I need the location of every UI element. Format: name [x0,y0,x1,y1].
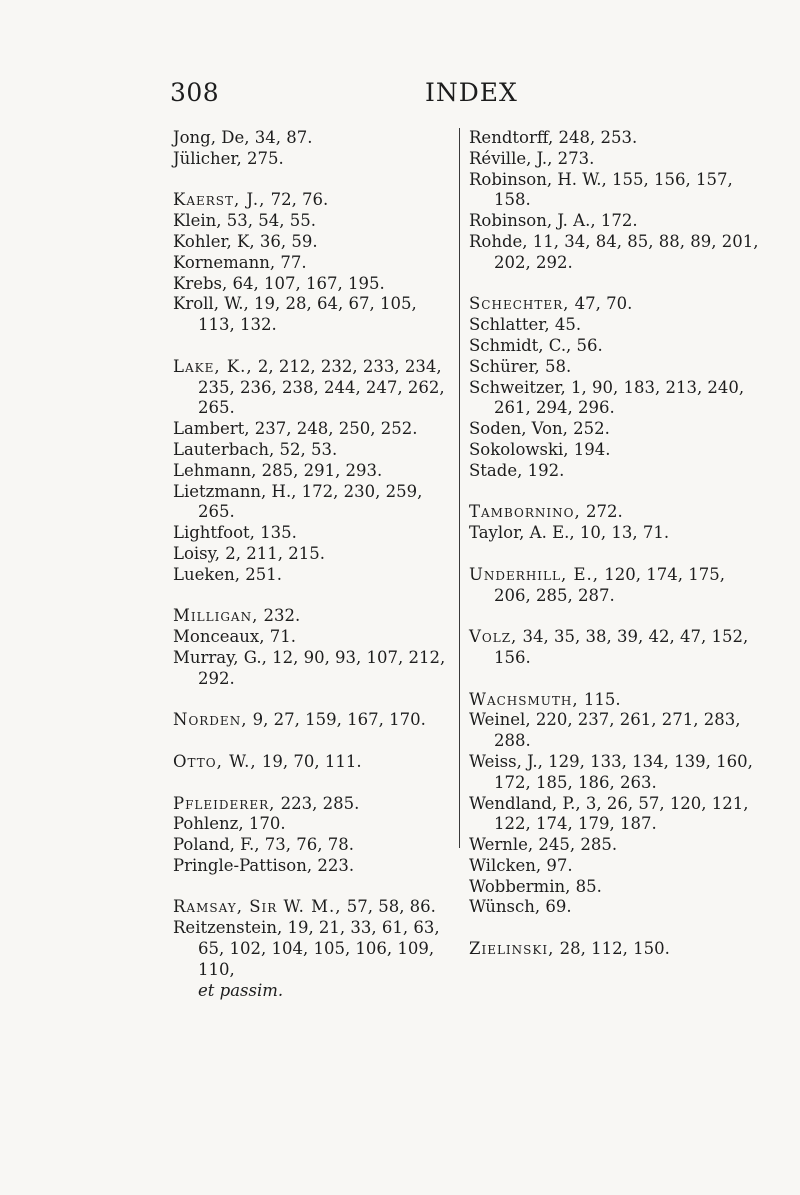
index-entry [469,752,763,794]
index-entry-name: Weiss, J., [469,751,543,771]
index-entry-name: Lauterbach, [173,439,275,459]
index-entry [469,440,763,461]
index-entry-refs: 115. [578,689,621,709]
index-entry-name: Jülicher, [173,148,242,168]
index-entry-name: Ramsay, Sir W. M., [173,897,342,917]
index-entry-name: Kroll, W., [173,294,249,314]
index-entry-name: Schechter, [469,294,570,314]
index-entry [173,440,458,461]
index-entry-name: Wendland, P., [469,793,581,813]
index-entry-name: Schweitzer, [469,377,566,397]
index-entry [469,856,763,877]
index-entry-refs: 251. [239,564,282,584]
index-entry-refs: 272. [580,502,623,522]
index-entry [173,274,458,295]
index-entry-refs: 285, 291, 293. [256,460,383,480]
index-entry-name: Reitzenstein, [173,918,283,938]
index-entry [469,461,763,482]
index-entry [173,253,458,274]
running-title: INDEX [425,78,518,107]
page-header [0,78,800,118]
index-entry-name: Murray, G., [173,647,267,667]
index-entry-name: Pohlenz, [173,814,244,834]
index-entry [469,419,763,440]
index-letter-group [469,128,763,274]
index-letter-group [469,502,763,544]
index-entry-name: Lightfoot, [173,523,255,543]
index-letter-group [173,190,458,336]
index-letter-group [173,794,458,877]
index-entry-refs: 72, 76. [265,190,329,210]
index-entry-refs: 58. [539,356,572,376]
index-entry-name: Kaerst, J., [173,190,266,210]
index-entry-refs: 36, 59. [254,231,318,251]
index-entry-refs: 77. [275,252,307,272]
index-entry-name: Lueken, [173,564,240,584]
index-entry-refs: 252. [567,419,610,439]
index-entry-refs: 19, 21, 33, 61, 63, 65, 102, 104, 105, 106, 109, 110, [198,918,440,979]
index-entry-refs: 275. [241,148,284,168]
index-entry [469,149,763,170]
index-entry [469,232,763,274]
index-entry-refs: 9, 27, 159, 167, 170. [247,710,426,730]
index-entry-refs: 192. [522,460,565,480]
index-entry-name: Lietzmann, H., [173,481,297,501]
index-entry-refs: 34, 35, 38, 39, 42, 47, 152, 156. [494,627,749,667]
index-entry-refs: 3, 26, 57, 120, 121, 122, 174, 179, 187. [494,793,749,834]
index-entry-refs: 223. [312,855,355,875]
index-entry-refs: 2, 212, 232, 233, 234, 235, 236, 238, 244, 247, 262, 265. [198,356,445,418]
index-entry-name: Weinel, [469,710,531,730]
index-entry-refs: 2, 211, 215. [220,543,325,563]
index-entry [469,502,763,523]
index-entry [173,606,458,627]
index-entry [173,190,458,211]
index-entry [469,835,763,856]
index-entry-refs: 273. [552,148,595,168]
index-entry-refs: 220, 237, 261, 271, 283, 288. [494,710,741,751]
index-letter-group [469,627,763,669]
index-entry-name: Underhill, E., [469,564,599,584]
index-letter-group [173,897,458,1001]
index-entry-refs: 57, 58, 86. [341,897,436,917]
column-divider [459,128,460,848]
index-entry [173,710,458,731]
index-entry-name: Kohler, K, [173,231,255,251]
index-entry [173,419,458,440]
index-entry-name: Wobbermin, [469,876,571,896]
index-entry [469,710,763,752]
index-entry [173,897,458,918]
index-entry [469,897,763,918]
index-letter-group [469,690,763,919]
index-entry-name: Réville, J., [469,148,553,168]
index-entry [469,294,763,315]
index-entry-refs: 194. [568,439,611,459]
index-entry-refs: 85. [570,876,602,896]
index-entry-name: Monceaux, [173,627,265,647]
index-entry-name: Lambert, [173,419,250,439]
index-entry-name: Pringle-Pattison, [173,855,313,875]
index-entry-name: Wilcken, [469,855,542,875]
index-entry-refs: 52, 53. [274,439,338,459]
index-entry-refs: 64, 107, 167, 195. [227,273,385,293]
index-entry [469,211,763,232]
index-entry [469,627,763,669]
index-entry-refs: 71. [264,627,296,647]
index-entry-name: Zielinski, [469,939,555,959]
index-entry-name: Stade, [469,460,523,480]
index-entry [173,565,458,586]
index-entry-name: Norden, [173,710,248,730]
index-letter-group [173,752,458,773]
index-entry-name: Rohde, [469,231,528,251]
index-entry-name: Milligan, [173,606,259,626]
index-entry-name: Taylor, A. E., [469,523,575,543]
index-entry [173,627,458,648]
index-entry-refs: 172. [595,211,638,231]
index-entry-refs: 53, 54, 55. [221,211,316,231]
index-entry-name: Lehmann, [173,460,257,480]
index-entry [173,482,458,524]
index-entry-name: Rendtorff, [469,128,554,147]
index-entry-refs: 10, 13, 71. [574,523,670,543]
index-entry [173,794,458,815]
index-letter-group [469,565,763,607]
index-entry [173,461,458,482]
index-entry [469,357,763,378]
index-entry [469,794,763,836]
index-entry-refs: 135. [254,523,297,543]
index-entry-name: Schürer, [469,356,540,376]
index-entry [173,648,458,690]
index-entry [173,835,458,856]
index-entry-name: Krebs, [173,273,228,293]
index-entry-name: Wünsch, [469,897,541,917]
index-entry-refs: 73, 76, 78. [259,835,354,855]
index-entry [173,918,458,1001]
index-entry-note: et passim. [198,980,284,1000]
index-entry [469,939,763,960]
index-entry [173,357,458,419]
index-entry-name: Lake, K., [173,356,253,376]
index-letter-group [469,294,763,481]
index-entry-name: Klein, [173,211,222,231]
index-entry-name: Volz, [469,627,518,647]
index-entry-refs: 237, 248, 250, 252. [249,419,418,439]
index-entry [173,128,458,149]
index-entry-refs: 12, 90, 93, 107, 212, 292. [198,647,446,688]
index-entry-refs: 232. [258,606,301,626]
index-entry [469,565,763,607]
index-entry [173,149,458,170]
index-column-right [469,128,763,981]
index-entry-refs: 245, 285. [533,835,618,855]
index-entry-name: Soden, Von, [469,419,568,439]
index-letter-group [469,939,763,960]
index-entry-refs: 170. [243,814,286,834]
index-entry-name: Robinson, H. W., [469,169,607,189]
index-entry-name: Wernle, [469,835,534,855]
index-entry [173,752,458,773]
index-entry [469,877,763,898]
index-entry-name: Otto, W., [173,751,257,771]
index-entry-name: Loisy, [173,543,221,563]
index-entry-name: Schlatter, [469,315,550,335]
index-letter-group [173,128,458,170]
index-entry-refs: 11, 34, 84, 85, 88, 89, 201, 202, 292. [494,231,759,272]
index-entry [173,294,458,336]
index-letter-group [173,357,458,586]
index-entry-name: Kornemann, [173,252,276,272]
index-entry-refs: 56. [571,335,603,355]
index-entry-name: Pfleiderer, [173,793,276,813]
index-entry [173,523,458,544]
index-entry-refs: 129, 133, 134, 139, 160, 172, 185, 186, 263. [494,751,753,792]
index-entry [469,378,763,420]
index-entry [173,856,458,877]
index-entry [469,315,763,336]
index-letter-group [173,606,458,689]
index-entry-name: Poland, F., [173,835,260,855]
index-entry [469,170,763,212]
index-entry-refs: 248, 253. [553,128,638,147]
index-entry-refs: 45. [549,315,582,335]
index-entry-refs: 28, 112, 150. [554,939,670,959]
index-entry [469,336,763,357]
index-entry-refs: 120, 174, 175, 206, 285, 287. [494,564,725,605]
index-entry-name: Sokolowski, [469,439,569,459]
index-entry-name: Robinson, J. A., [469,211,596,231]
index-entry [469,128,763,149]
index-entry [469,690,763,711]
index-entry-refs: 19, 28, 64, 67, 105, 113, 132. [198,294,417,335]
index-entry-refs: 69. [540,897,572,917]
index-letter-group [173,710,458,731]
index-entry-refs: 97. [541,855,573,875]
index-entry-refs: 19, 70, 111. [256,751,362,771]
index-entry-refs: 47, 70. [569,294,633,314]
index-column-left [173,128,458,1022]
index-entry-refs: 223, 285. [275,793,360,813]
index-entry-refs: 1, 90, 183, 213, 240, 261, 294, 296. [494,377,745,418]
index-entry [173,544,458,565]
index-entry-name: Tambornino, [469,502,581,522]
index-entry [173,211,458,232]
index-entry-refs: 172, 230, 259, 265. [198,481,423,522]
index-entry [173,232,458,253]
index-entry-refs: 155, 156, 157, 158. [494,169,733,210]
index-entry-name: Jong, De, [173,128,250,147]
index-entry [173,814,458,835]
index-entry [469,523,763,544]
index-entry-name: Wachsmuth, [469,689,579,709]
index-entry-name: Schmidt, C., [469,335,572,355]
page-number: 308 [170,78,220,107]
index-entry-refs: 34, 87. [249,128,313,147]
